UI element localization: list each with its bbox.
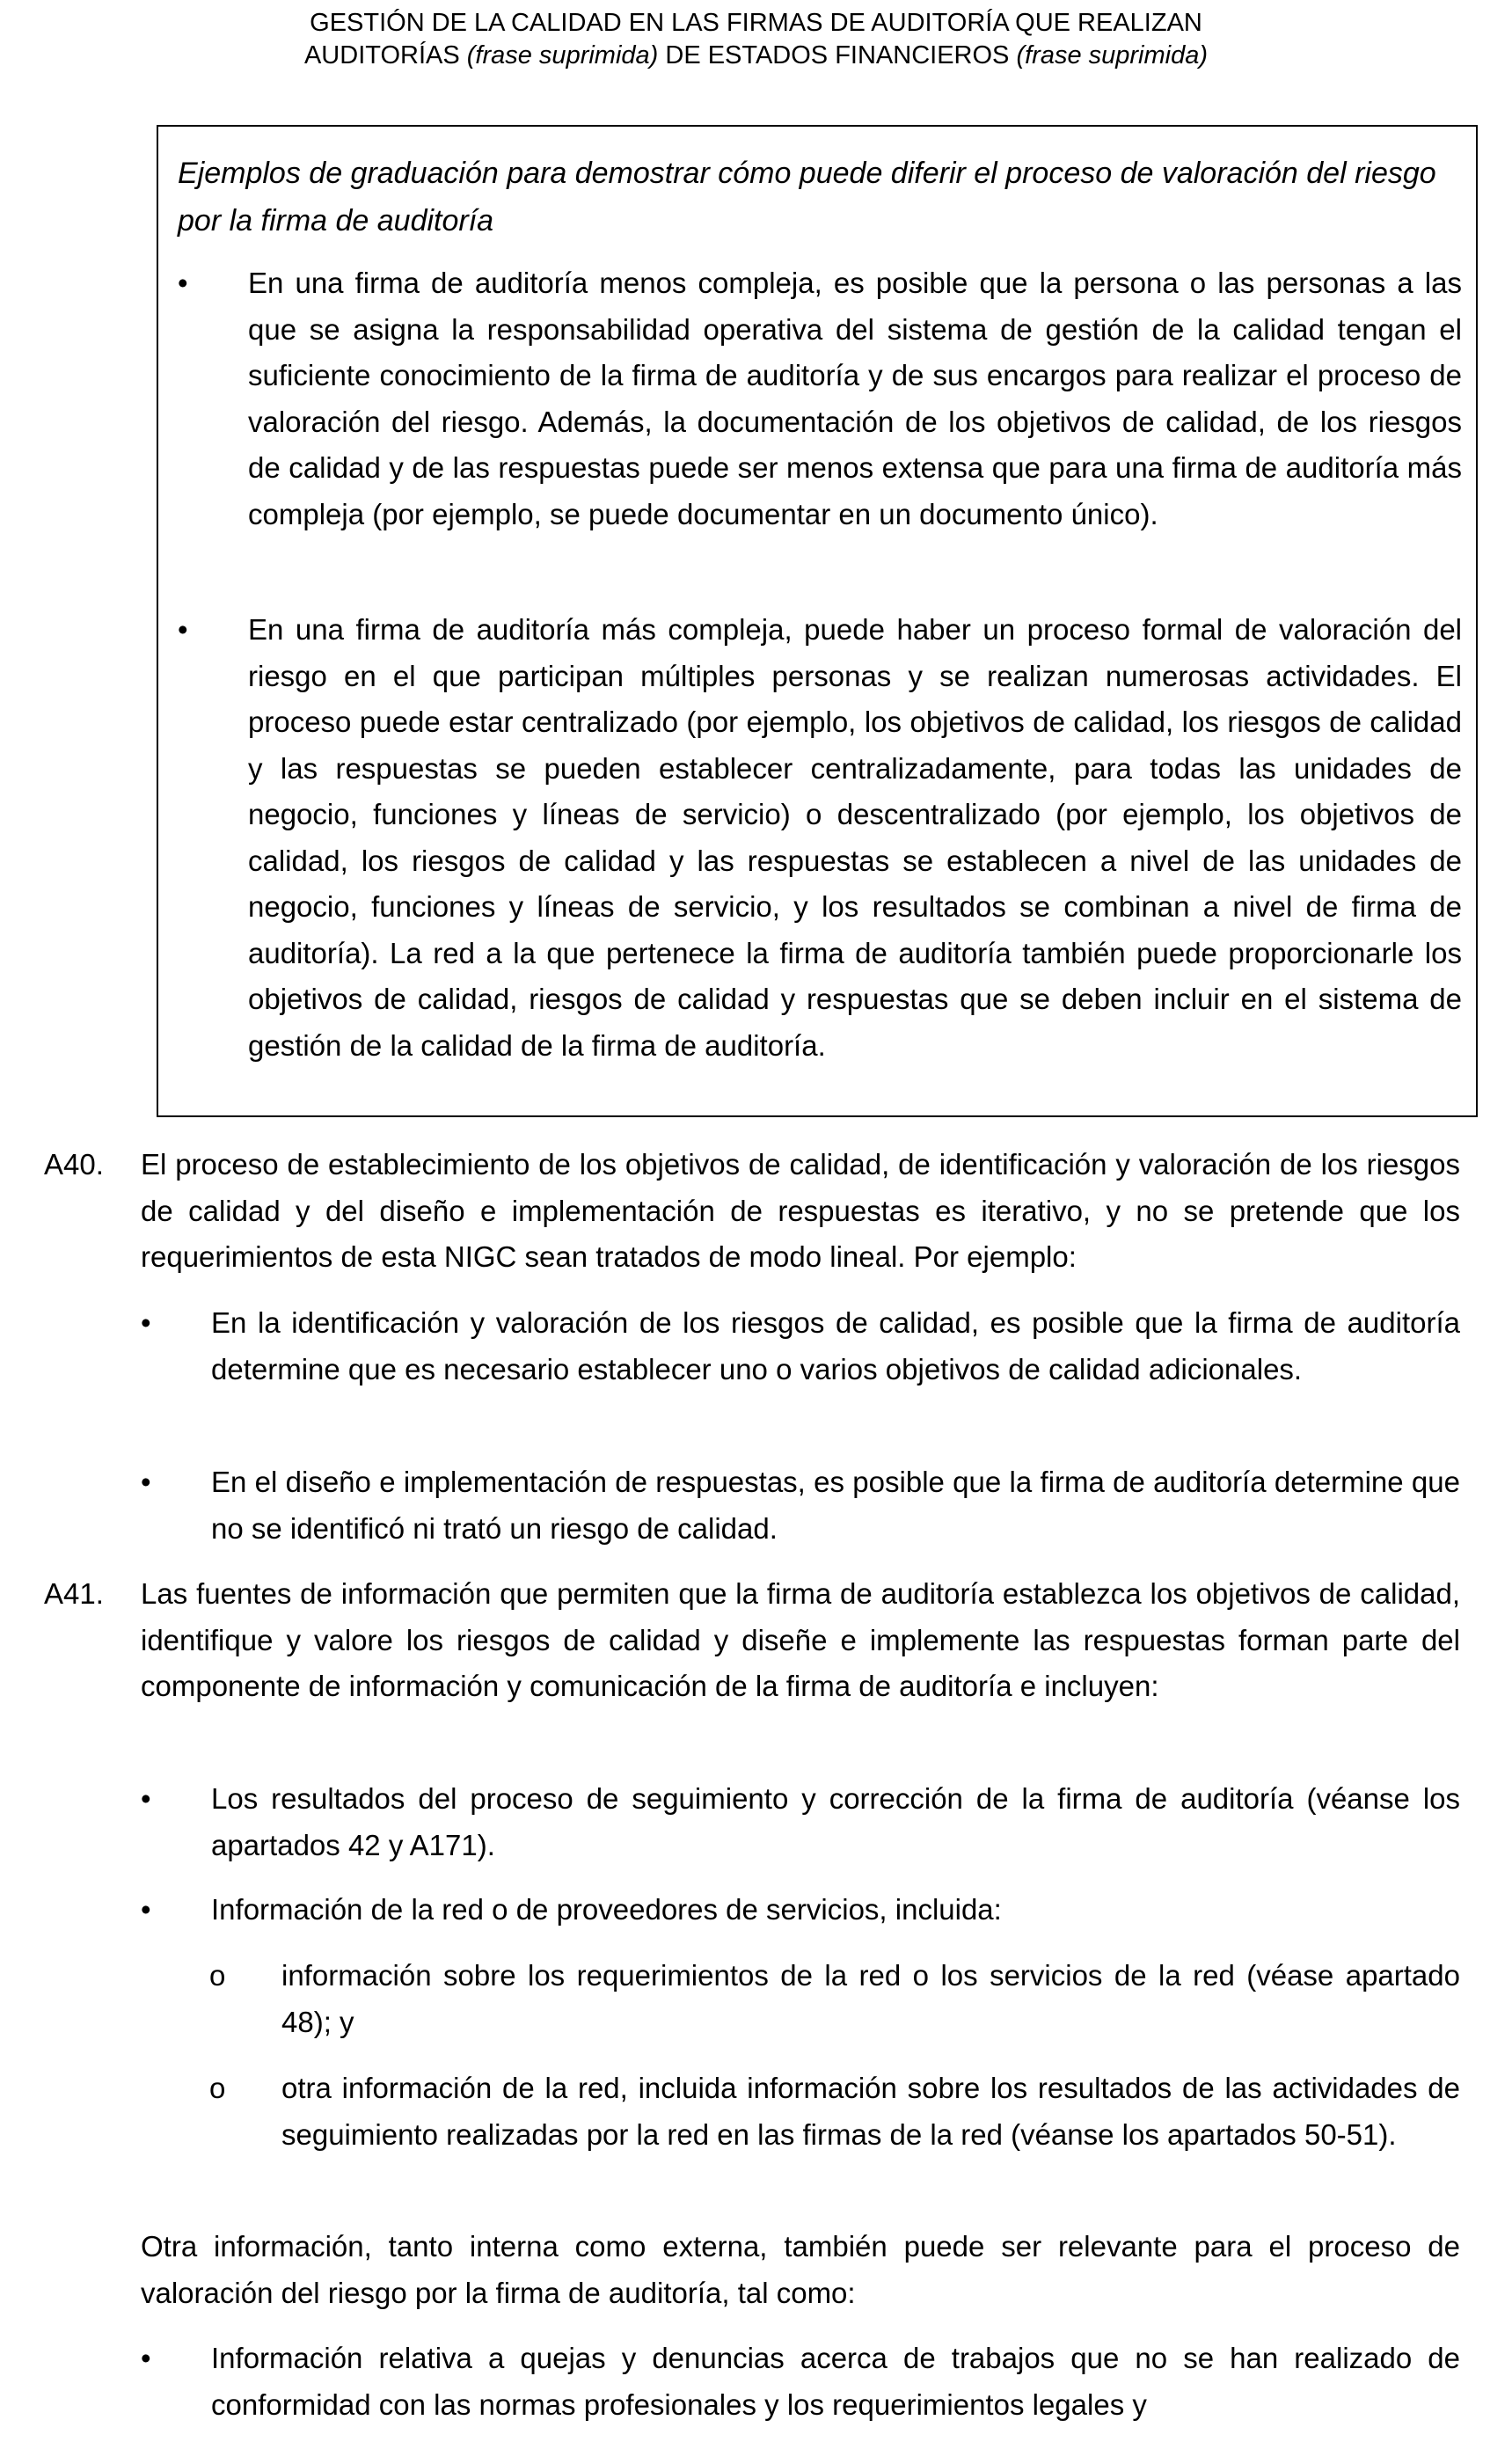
example-box [157, 125, 1478, 1117]
bullet-icon: • [178, 267, 188, 299]
page-header [0, 7, 1512, 72]
bullet-icon: • [141, 1782, 151, 1815]
a41-bullet-1-text: Los resultados del proceso de seguimiento y corrección de la firma de auditoría (véanse los apartados 42 y A171). [211, 1782, 1460, 1861]
header-line-2: AUDITORÍAS (frase suprimida) DE ESTADOS FINANCIEROS (frase suprimida) [303, 41, 1209, 69]
sub-bullet-icon: o [209, 2072, 226, 2104]
bullet-icon: • [141, 1306, 151, 1339]
example-box-title: Ejemplos de graduación para demostrar cómo puede diferir el proceso de valoración del riesgo por la firma de auditoría [178, 157, 1436, 238]
bullet-icon: • [178, 613, 188, 646]
paragraph-a40-text: El proceso de establecimiento de los objetivos de calidad, de identificación y valoración de los riesgos de calidad y del diseño e implementación de respuestas es iterativo, y no se pretende que los requerimientos de esta NIGC sean tratados de modo lineal. Por ejemplo: [141, 1148, 1460, 1273]
example-bullet-2-text: En una firma de auditoría más compleja, puede haber un proceso formal de valoración del riesgo en el que participan múltiples personas y se realizan numerosas actividades. El proceso puede estar centralizado (por ejemplo, los objetivos de calidad, los riesgos de calidad y las respuestas se pueden establecer centralizadamente, para todas las unidades de negocio, funciones y líneas de servicio) o descentralizado (por ejemplo, los objetivos de calidad, los riesgos de calidad y las respuestas se establecen a nivel de las unidades de negocio, funciones y líneas de servicio, y los resultados se combinan a nivel de firma de auditoría). La red a la que pertenece la firma de auditoría también puede proporcionarle los objetivos de calidad, riesgos de calidad y respuestas que se deben incluir en el sistema de gestión de la calidad de la firma de auditoría. [248, 613, 1462, 1062]
a41-other-information-text: Otra información, tanto interna como externa, también puede ser relevante para el proceso de valoración del riesgo por la firma de auditoría, tal como: [141, 2230, 1460, 2309]
a41-sub-bullet-1-text: información sobre los requerimientos de la red o los servicios de la red (véase apartado 48); y [281, 1959, 1460, 2038]
a41-sub-bullet-2-text: otra información de la red, incluida información sobre los resultados de las actividades de seguimiento realizadas por la red en las firmas de la red (véanse los apartados 50-51). [281, 2072, 1460, 2151]
paragraph-a41-text: Las fuentes de información que permiten que la firma de auditoría establezca los objetivos de calidad, identifique y valore los riesgos de calidad y diseñe e implemente las respuestas forman parte del componente de información y comunicación de la firma de auditoría e incluyen: [141, 1577, 1460, 1702]
paragraph-number: A40. [44, 1148, 104, 1181]
example-bullet-1-text: En una firma de auditoría menos compleja, es posible que la persona o las personas a las que se asigna la responsabilidad operativa del sistema de gestión de la calidad tengan el suficiente conocimiento de la firma de auditoría y de sus encargos para realizar el proceso de valoración del riesgo. Además, la documentación de los objetivos de calidad, de los riesgos de calidad y de las respuestas puede ser menos extensa que para una firma de auditoría más compleja (por ejemplo, se puede documentar en un documento único). [248, 267, 1462, 530]
bullet-icon: • [141, 1466, 151, 1498]
paragraph-number: A41. [44, 1577, 104, 1610]
bullet-icon: • [141, 2342, 151, 2374]
header-line-1: GESTIÓN DE LA CALIDAD EN LAS FIRMAS DE AUDITORÍA QUE REALIZAN [310, 9, 1202, 37]
a40-bullet-1-text: En la identificación y valoración de los riesgos de calidad, es posible que la firma de auditoría determine que es necesario establecer uno o varios objetivos de calidad adicionales. [211, 1306, 1460, 1386]
a41-bullet-2-text: Información de la red o de proveedores de servicios, incluida: [211, 1893, 1002, 1926]
sub-bullet-icon: o [209, 1959, 226, 1992]
a41-last-bullet-text: Información relativa a quejas y denuncias acerca de trabajos que no se han realizado de conformidad con las normas profesionales y los requerimientos legales y [211, 2342, 1460, 2421]
a40-bullet-2-text: En el diseño e implementación de respuestas, es posible que la firma de auditoría determine que no se identificó ni trató un riesgo de calidad. [211, 1466, 1460, 1545]
bullet-icon: • [141, 1893, 151, 1926]
